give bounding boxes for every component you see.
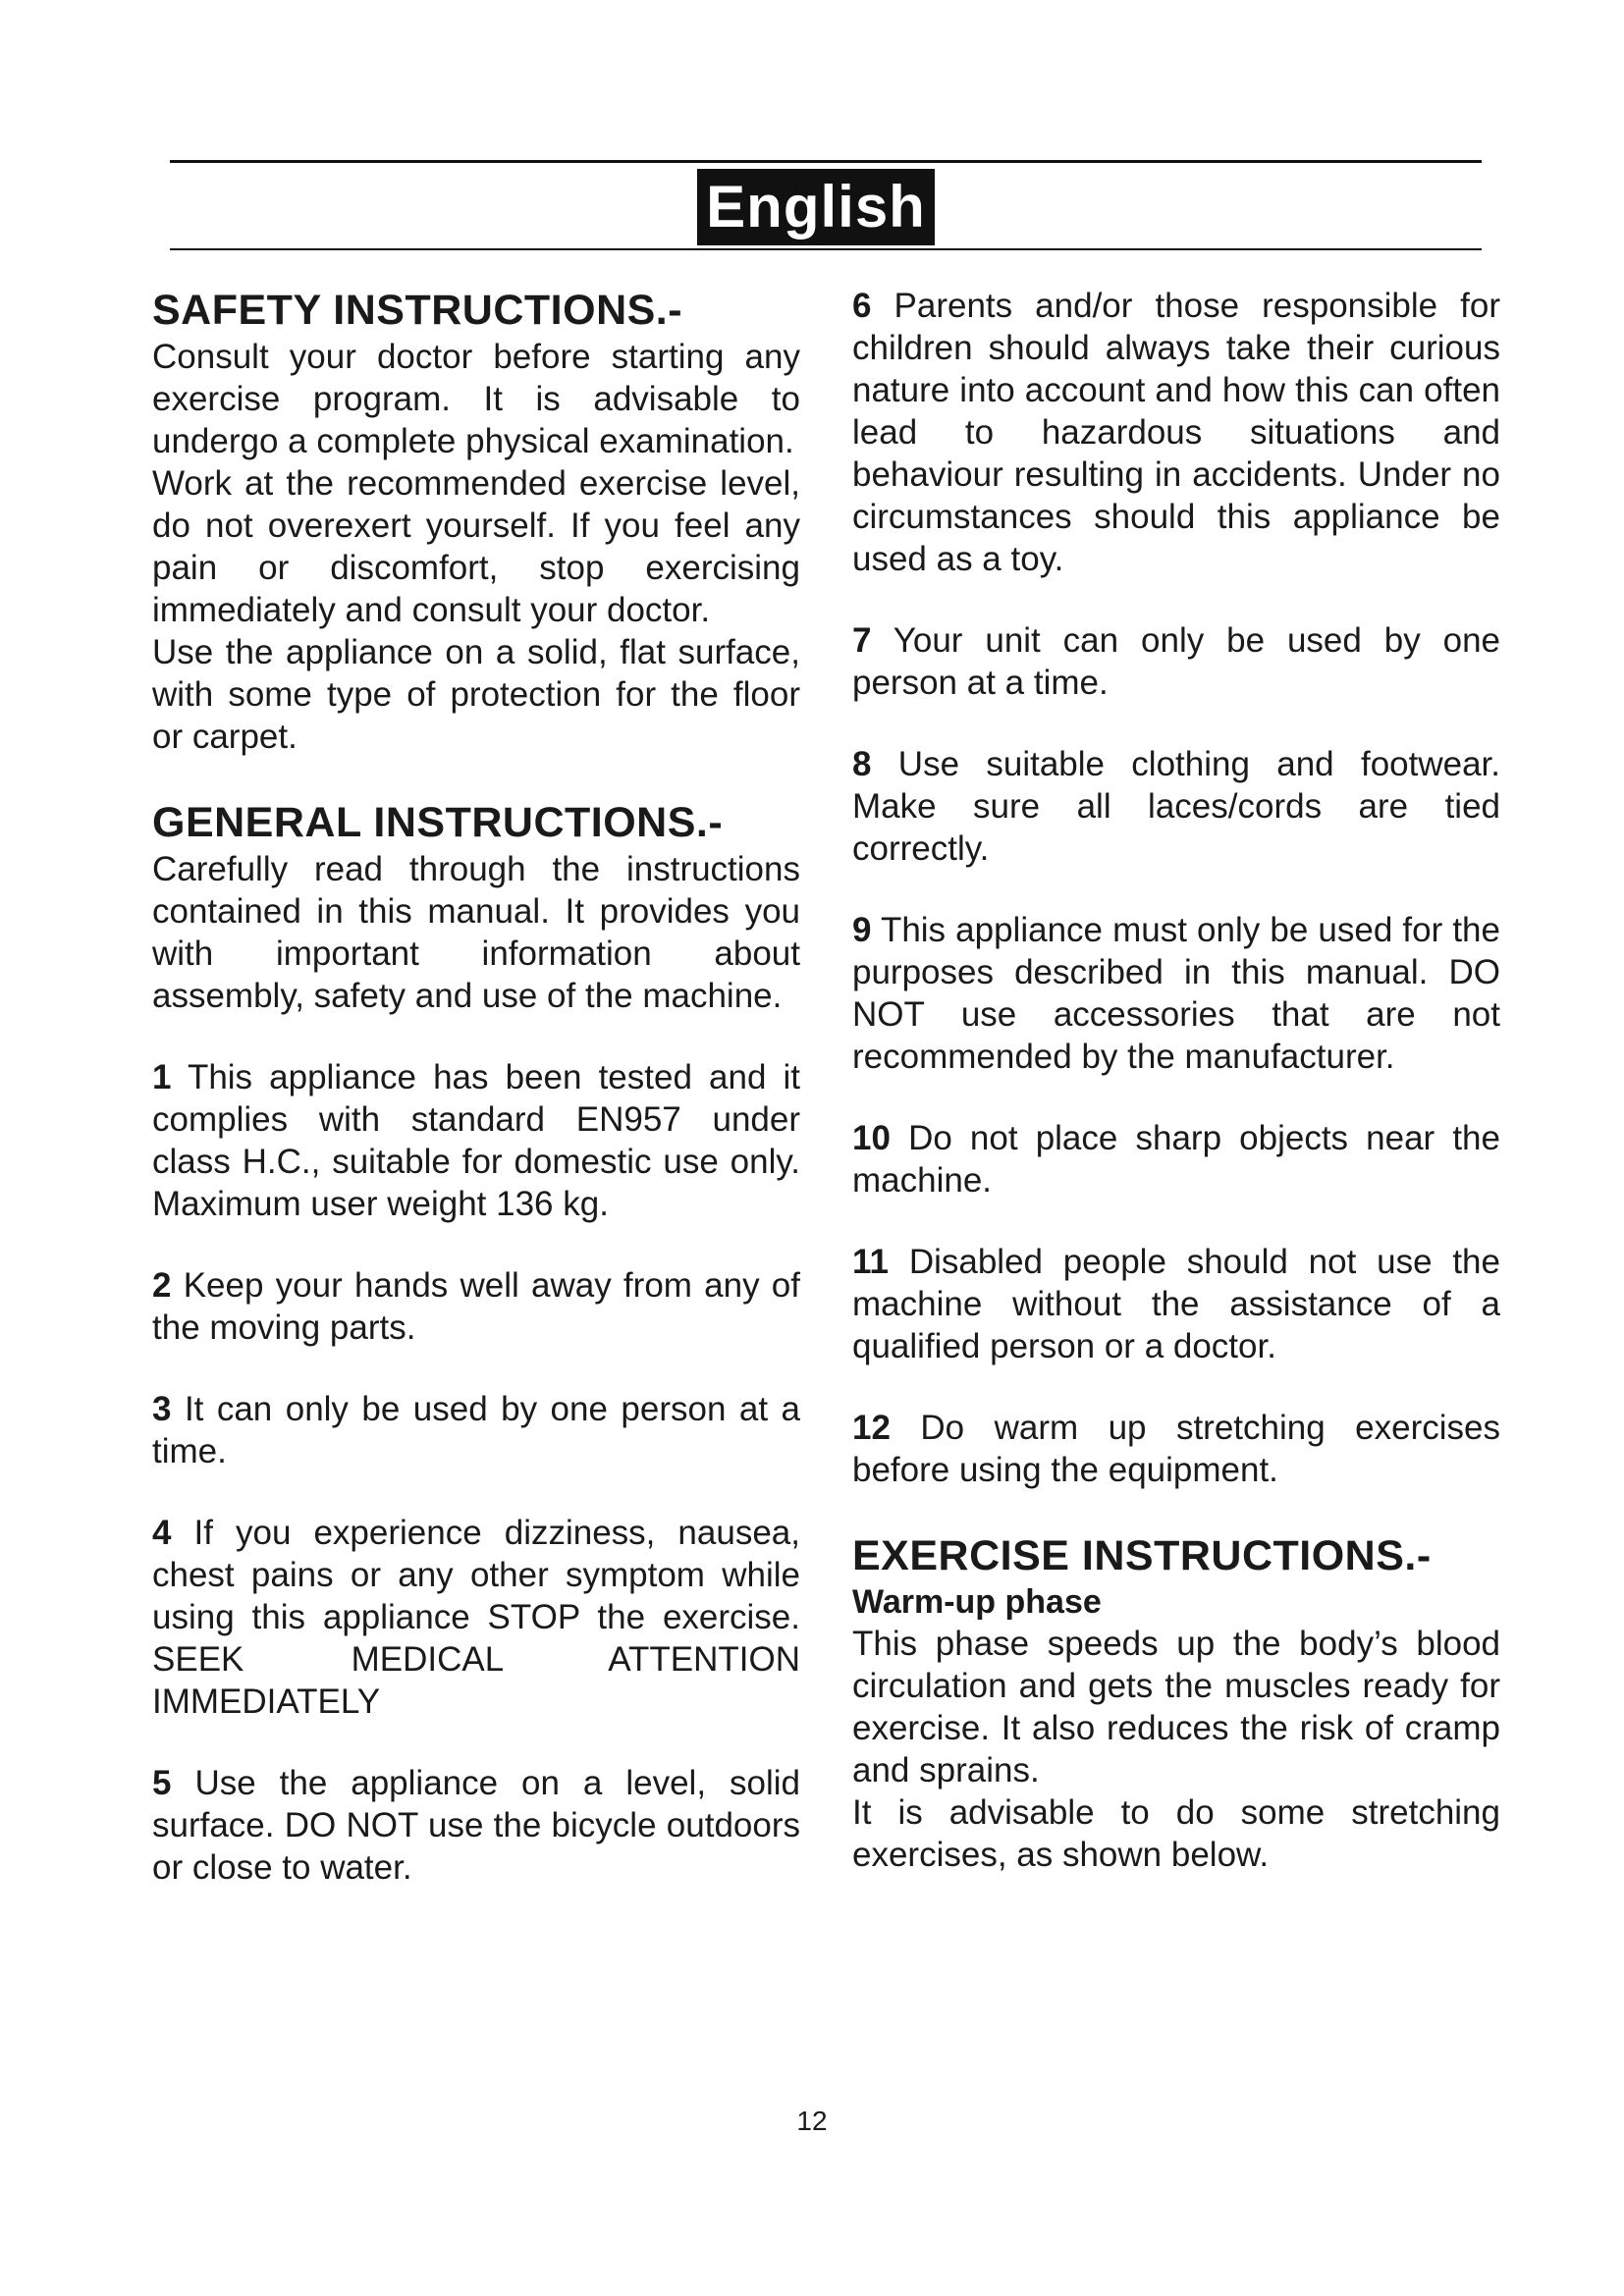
item-text: If you experience dizziness, nausea, chest pains or any other symptom while using this appliance STOP the exercise. SEEK MEDICAL ATTENTION IMMEDIATELY	[152, 1514, 800, 1721]
general-item	[852, 1117, 1500, 1201]
item-number: 11	[852, 1243, 889, 1281]
item-text: Do not place sharp objects near the machine.	[852, 1119, 1500, 1200]
general-item	[852, 909, 1500, 1078]
left-column	[152, 285, 800, 1889]
item-text: Use suitable clothing and footwear. Make sure all laces/cords are tied correctly.	[852, 745, 1501, 868]
general-item	[852, 619, 1500, 704]
item-number: 1	[152, 1058, 172, 1096]
item-number: 10	[852, 1119, 891, 1157]
exercise-heading: EXERCISE INSTRUCTIONS.-	[852, 1532, 1432, 1579]
page-number: 12	[796, 2106, 828, 2136]
header-bottom-rule	[170, 248, 1482, 250]
exercise-paragraph: This phase speeds up the body’s blood circulation and gets the muscles ready for exercise. It also reduces the risk of cramp and sprains.	[852, 1625, 1500, 1789]
item-number: 4	[152, 1514, 172, 1552]
general-item	[152, 1056, 800, 1225]
item-text: Use the appliance on a level, solid surface. DO NOT use the bicycle outdoors or close to water.	[152, 1764, 800, 1887]
general-heading: GENERAL INSTRUCTIONS.-	[152, 799, 724, 846]
safety-paragraph: Use the appliance on a solid, flat surface, with some type of protection for the floor or carpet.	[152, 633, 800, 756]
item-text: Do warm up stretching exercises before using the equipment.	[852, 1409, 1500, 1489]
item-number: 6	[852, 287, 872, 325]
general-item	[852, 285, 1500, 580]
general-item	[152, 1762, 800, 1889]
language-badge: English	[697, 169, 935, 245]
general-item	[852, 1241, 1500, 1367]
item-number: 7	[852, 621, 872, 660]
right-column	[852, 285, 1500, 1876]
general-item	[852, 743, 1500, 870]
warmup-subheading: Warm-up phase	[852, 1583, 1102, 1621]
item-number: 5	[152, 1764, 172, 1802]
general-intro: Carefully read through the instructions contained in this manual. It provides you with important information about assembly, safety and use of the machine.	[152, 850, 800, 1015]
item-text: It can only be used by one person at a time.	[152, 1390, 800, 1470]
item-text: Keep your hands well away from any of the moving parts.	[152, 1266, 800, 1347]
safety-paragraph: Work at the recommended exercise level, do not overexert yourself. If you feel any pain or discomfort, stop exercising immediately and consult your doctor.	[152, 464, 800, 629]
item-text: This appliance has been tested and it complies with standard EN957 under class H.C., suitable for domestic use only. Maximum user weight 136 kg.	[152, 1058, 801, 1223]
item-number: 9	[852, 911, 872, 949]
item-number: 3	[152, 1390, 172, 1428]
general-item	[152, 1388, 800, 1472]
general-item	[152, 1264, 800, 1349]
item-number: 8	[852, 745, 872, 783]
exercise-paragraph: It is advisable to do some stretching exercises, as shown below.	[852, 1793, 1500, 1874]
general-item	[852, 1407, 1500, 1491]
item-text: Disabled people should not use the machine without the assistance of a qualified person or a doctor.	[852, 1243, 1500, 1365]
item-text: Parents and/or those responsible for children should always take their curious nature into account and how this can often lead to hazardous situations and behaviour resulting in accidents. Under no circumstances should this appliance be used as a toy.	[852, 287, 1500, 578]
safety-heading: SAFETY INSTRUCTIONS.-	[152, 287, 683, 334]
item-number: 2	[152, 1266, 172, 1305]
general-item	[152, 1512, 800, 1723]
item-text: This appliance must only be used for the purposes described in this manual. DO NOT use accessories that are not recommended by the manufacturer.	[852, 911, 1500, 1076]
header-top-rule	[170, 160, 1482, 163]
item-text: Your unit can only be used by one person at a time.	[852, 621, 1500, 702]
safety-paragraph: Consult your doctor before starting any exercise program. It is advisable to undergo a complete physical examination.	[152, 338, 800, 460]
item-number: 12	[852, 1409, 891, 1447]
